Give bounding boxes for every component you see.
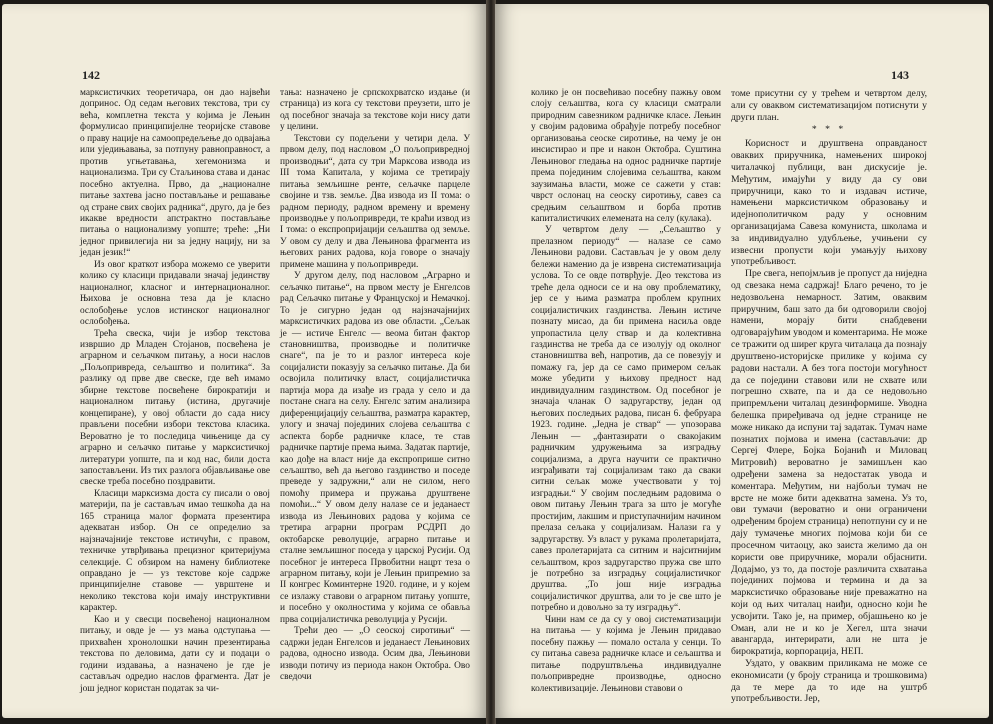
paragraph: Трећа свеска, чији је избор текстова извршио др Младен Стојанов, посвећена је аграрном и сељачком питању, а носи наслов „Пољопривреда, сељаштво и политика“. За разлику од прве две свеске, где већ имамо збирне текстове посвећене бирократији и националном питању (истина, другачије концепиране), у овој области до сада нису прављени посебни избори текстова класика. Вероватно је то последица чињенице да су аграрно и сељачко питање у марксистичкој литератури уопште, па и код нас, били доста запостављени. Из тих разлога објављивање ове свеске треба посебно поздравити. — [80, 328, 270, 488]
paragraph: Корисност и друштвена оправданост оваквих приручника, намењених широкој читалачкој публици, ван дискусије је. Међутим, имајући у виду да су ови приручници, како то и издавач истиче, намењени марксистичком образовању и идејнополитичком раду у основним организацијама Савеза комуниста, школама и за индивидуално удубљење, учињени су извесни пропусти који умањују њихову употребљивост. — [731, 138, 927, 268]
paragraph: Текстови су подељени у четири дела. У првом делу, под насловом „О пољопривредној производњи“, дата су три Марксова извода из III тома Капитала, у којима се третирају питања земљишне ренте, сељачке парцеле својине и тзв. земље. Два извода из II тома: о радном периоду, радном времену и времену производње у пољопривреди, те краћи извод из I тома: о експропријацији сељаштва од земље. У овом су делу и два Лењинова фрагмента из његових раних радова, која говоре о значају примене машина у пољопривреди. — [280, 133, 470, 270]
paragraph: Трећи део — „О сеоској сиротињи“ — садржи један Енгелсов и једанаест Лењинових радова, односно извода. Осим два, Лењинови изводи потичу из периода након Октобра. Ово сведочи — [280, 626, 470, 683]
paragraph: Класици марксизма доста су писали о овој материји, па је састављач имао тешкоћа да на 165 страница малог формата презентира адекватан избор. Он се определио за најзначајније текстове истичући, с правом, техничке утврђивања прецизног критеријума селекције. С обзиром на намену библиотеке оправдано је — уз текстове које садрже принципијелне ставове — уврштене и неколико текстова који имају инструктивни карактер. — [80, 488, 270, 614]
left-page-column-1 — [80, 88, 270, 695]
paragraph: Као и у свесци посвећеној националном питању, и овде је — уз мања одступања — прихваћен хронолошки начин презентирања текстова по деловима, дати су и подаци о години издавања, а назначено је где је састављач одредио наслов фрагмента. Дат је још једног користан податак за чи- — [80, 614, 270, 694]
paragraph: Пре свега, непојмљив је пропуст да ниједна од свезака нема садржај! Благо речено, то је недозвољена немарност. Затим, оваквим приручним, баш зато да би одговорили својој намени, морају бити снабдевени одговарајућим уводом и коментарима. Не може се тражити од ширег круга читалаца да познају друштвено-историјске прилике у којима су радови настали. А без тога постоји могућност да се поједини ставови или не схвате или погрешно схвате, па и да се недовољно припремљени читалац дезинформише. Уводна белешка приређивача од једне странице не може никако да испуни тај задатак. Тумач наме познатих појмова и имена (састављачи: др Сергеј Флере, Бојка Бојанић и Миловац Митровић) вероватно је замишљен као одређени замена за недостатак увода и коментара. Међутим, ни најбољи тумач не врсте не може бити адекватна замена. Уз то, ови тумачи (вероватно и они ограничени одређеним бројем страница) непотпуни су и не дају тумачење многих појмова који би се просечном читаоцу, ако заиста желимо да он користи ове приручнике, морали објаснити. Додајмо, уз то, да постоје различита схватања појединих појмова и термина и да за марксистичко образовање није преважатно на који од њих читалац наиђи, односно који ће усвојити. Тако је, на пример, објашњено ко је Оман, али не и ко је Хегел, шта значи авангарда, интерирати, али не шта је бирократија, корпорација, НЕП. — [731, 268, 927, 658]
paragraph: тања: назначено је српскохрватско издање (и страница) из кога су текстови преузети, што је од посебног значаја за текстове који нису дати у целини. — [280, 88, 470, 133]
section-separator: * * * — [811, 124, 847, 136]
paragraph: Из овог краткот избора можемо се уверити колико су класици придавали значај јединству националног, класног и интернационалног. Њихова је основна теза да је класно ослобођење услов истинског националног ослобођења. — [80, 259, 270, 328]
paragraph: марксистичких теоретичара, он дао највећи допринос. Од седам његових текстова, три су већа, комплетна текста у којима је Лењин формулисао принципијелне теоријске ставове о праву нације на самоопредељење до одвајања или уједињавања, за потпуну равноправност, а против угњетавања, хегемонизма и национализма. Три су Стаљинова става и данас посебно актуелна. Прво, да „националне питање захтева јасно постављање и решавање од стране свих својих радника“, друго, да је без икакве вредности апстрактно постављање питања о национализму уопште; треће: „Ни једног привилегија ни за једну нацију, ни за један језик!“ — [80, 88, 270, 259]
paragraph: колико је он посвећивао посебну пажњу овом слоју сељаштва, кога су класици сматрали природним савезником радничке класе. Лењин у својим радовима обрађује потребу посебног организовања сеоске сиротиње, на чему је он инсистирао и пре и након Октобра. Суштина Лењиновог гледања на однос радничке партије према појединим слојевима сељаштва, каком заузимања власти, може се сажети у став: чврст ослонац на сеоску сиротињу, савез са средњим сељаштвом и борба против капиталистичких елемената на селу (кулака). — [531, 88, 721, 224]
right-page — [495, 4, 989, 718]
paragraph: Уздато, у оваквим приликама не може се економисати (у броју страница и трошковима) да те мере да то иде на уштрб употребљивости. Јер, — [731, 658, 927, 705]
left-page-column-2 — [280, 88, 470, 684]
paragraph: Чини нам се да су у овој систематизацији на питања — у којима је Лењин придавао посебну пажњу — помало остала у сенци. То су питања савеза радничке класе и сељаштва и питање подруштвљења индивидуалне пољопривредне производње, односно колективизације. Лењинови ставови о — [531, 614, 721, 694]
right-page-column-2 — [731, 88, 927, 705]
paragraph: У четвртом делу — „Сељаштво у прелазном периоду“ — налазе се само Лењинови радови. Састављач је у овом делу бележи наменио да је изврена систематизација услова. То се овде потврђује. Део текстова из треће дела односи се и на ову проблематику, јер се у њима разматра проблем крупних социјалистичких газдинства. Лењин истиче познату мисао, да би примена насиља овде упропастила целу ствар и да колективна газдинства не треба да се изолују од околног становништва већ, напротив, да се повезују и помажу га, јер да се само примером сељак може убедити у њихову предност над индивидуалним газдинством. Од посебног је значаја чланак О задругарству, један од његових последњих радова, писан 6. фебруара 1923. године. „Једна је ствар“ — упозорава Лењин — „фантазирати о свакојаким радничким удружењима за изградњу социјализма, а друга научити се практично изграђивати тај социјализам тако да сваки ситни сељак може учествовати у тој изградњи.“ У својим последњим радовима о овом питању Лењин трага за што је могуће простијим, лакшим и приступачнијим начином прелаза сељака у социјализам. Налази га у задругарству. Уз власт у рукама пролетаријата, савез пролетаријата са ситним и најситнијим сељаштвом, кроз задругарство пружа све што је потребно за изградњу социјалистичког друштва. „То још није изградња социјалистичког друштва, али то је све што је потребно и довољно за ту изградњу“. — [531, 225, 721, 614]
paragraph: томе присутни су у трећем и четвртом делу, али су оваквом систематизацијом потиснути у други план. — [731, 88, 927, 123]
page-number-left: 142 — [82, 68, 100, 82]
right-page-column-1 — [531, 88, 721, 695]
paragraph: У другом делу, под насловом „Аграрно и сељачко питање“, на првом месту је Енгелсов рад Сељачко питање у Француској и Немачкој. То је сигурно један од најзначајнијих марксистичких радова из ове области. „Сељак је — истиче Енгелс — веома битан фактор становништва, производње и политичке снаге“, па је то и разлог интереса које социјалисти показују за сељачко питање. Да би освојила политичку власт, социјалистичка партија мора да изађе из града у село и да постане снага на селу. Енгелс затим анализира диференцијацију сељаштва, разматра карактер, улогу и значај појединих слојева сељаштва с аспекта борбе радничке класе, те став радничке партије према њима. Задатак партије, као дође на власт није да експроприше ситно сељаштво, већ да његово газдинство и поседе преведе у задружни,“ али не силом, него помоћу примера и пружања друштвене помоћи...“ У овом делу налазе се и једанаест извода из Лењинових радова у којима се третира аграрни програм РСДРП до октобарске револуције, аграрно питање и сталне земљишног поседа у царској Русији. Од посебног је интереса Првобитни нацрт теза о аграрном питању, који је Лењин припремио за II конгрес Коминтерне 1920. године, и у којем се излажу ставови о аграрном питању уопште, и посебно у околностима у којима се обавља прва социјалистичка револуција у Русији. — [280, 271, 470, 625]
page-number-right: 143 — [891, 68, 909, 82]
left-page — [2, 4, 487, 718]
